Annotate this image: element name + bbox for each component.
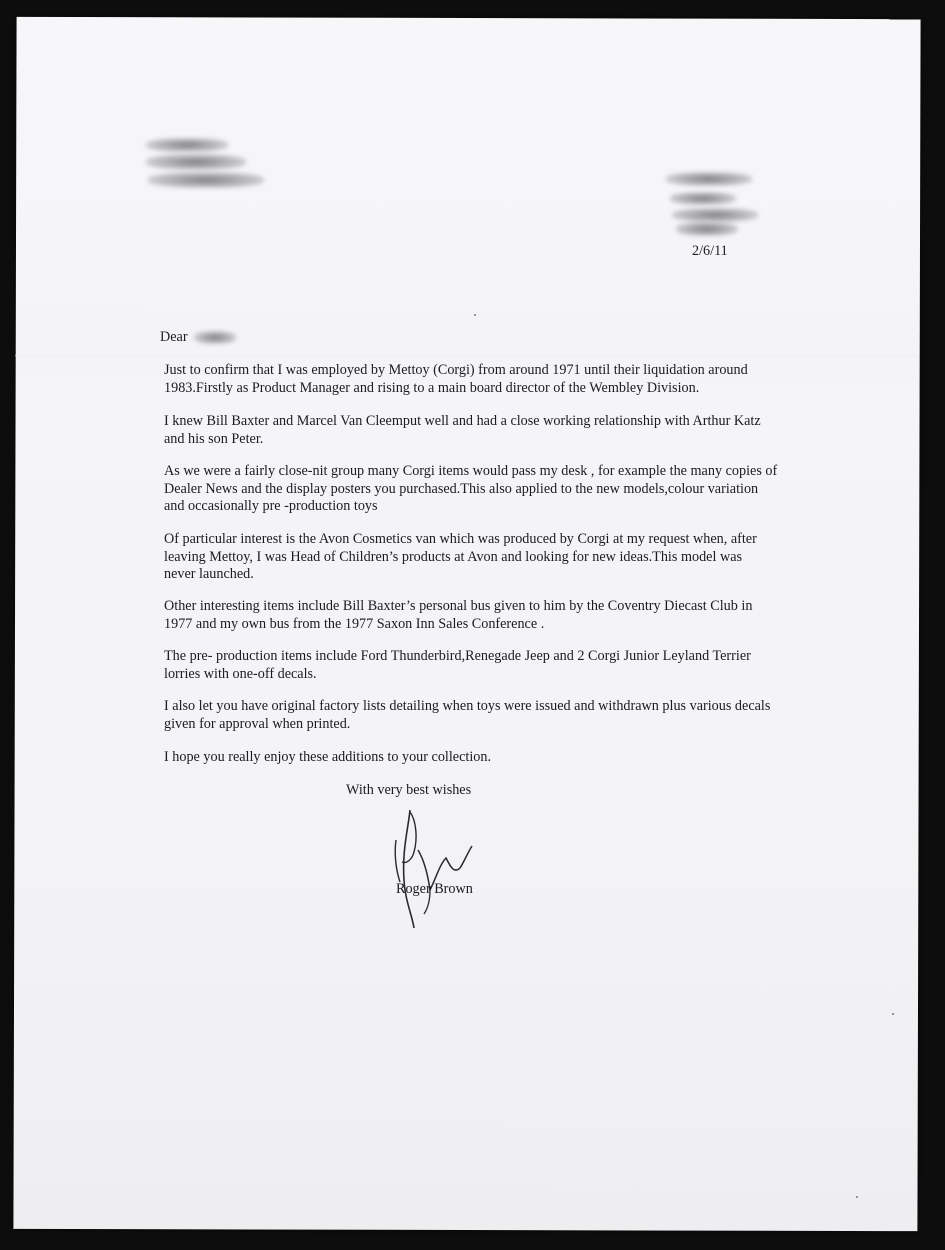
- letter-date: 2/6/11: [692, 243, 728, 259]
- redacted-address-right-line-4: [676, 222, 738, 236]
- paragraph-buses: Other interesting items include Bill Baxter’s personal bus given to him by the Coventry Diecast Club in 1977 and my own bus from the 1977 Saxon Inn Sales Conference .: [164, 598, 753, 632]
- paper-speck: [892, 1013, 894, 1015]
- salutation: [160, 329, 188, 346]
- redacted-address-right-line-2: [670, 192, 736, 205]
- redacted-address-left-line-2: [146, 154, 246, 170]
- paragraph-factory-lists: I also let you have original factory lists detailing when toys were issued and withdrawn plus various decals given for approval when printed.: [164, 698, 771, 732]
- handwritten-signature: [380, 790, 490, 930]
- paragraph-corgi-items: As we were a fairly close-nit group many Corgi items would pass my desk , for example the many copies of Dealer News and the display posters you purchased.This also applied to the new models,colour variation and occasionally pre -production toys: [164, 463, 778, 514]
- redacted-address-left-line-3: [148, 172, 264, 188]
- paragraph-employment: Just to confirm that I was employed by Mettoy (Corgi) from around 1971 until their liquidation around 1983.Firstly as Product Manager and rising to a main board director of the Wembley Division.: [164, 362, 748, 396]
- letter-closing: With very best wishes: [346, 782, 472, 798]
- paragraph-colleagues: I knew Bill Baxter and Marcel Van Cleemput well and had a close working relationship with Arthur Katz and his son Peter.: [164, 413, 761, 447]
- redacted-recipient-name: [194, 331, 236, 344]
- paper-speck: [474, 314, 476, 316]
- salutation-text: Dear: [160, 329, 188, 345]
- paper-fold-line: [15, 354, 919, 357]
- paragraph-closing-wish: I hope you really enjoy these additions to your collection.: [164, 749, 492, 765]
- paragraph-avon-van: Of particular interest is the Avon Cosmetics van which was produced by Corgi at my request when, after leaving Mettoy, I was Head of Children’s products at Avon and looking for new ideas.This model was never launched.: [164, 531, 757, 582]
- signature-name: Roger Brown: [396, 881, 473, 897]
- paper-speck: [856, 1196, 858, 1198]
- redacted-address-left-line-1: [146, 138, 228, 152]
- redacted-address-right-line-3: [672, 208, 758, 222]
- paragraph-pre-production: The pre- production items include Ford Thunderbird,Renegade Jeep and 2 Corgi Junior Leyland Terrier lorries with one-off decals.: [164, 648, 751, 682]
- redacted-address-right-line-1: [666, 172, 752, 186]
